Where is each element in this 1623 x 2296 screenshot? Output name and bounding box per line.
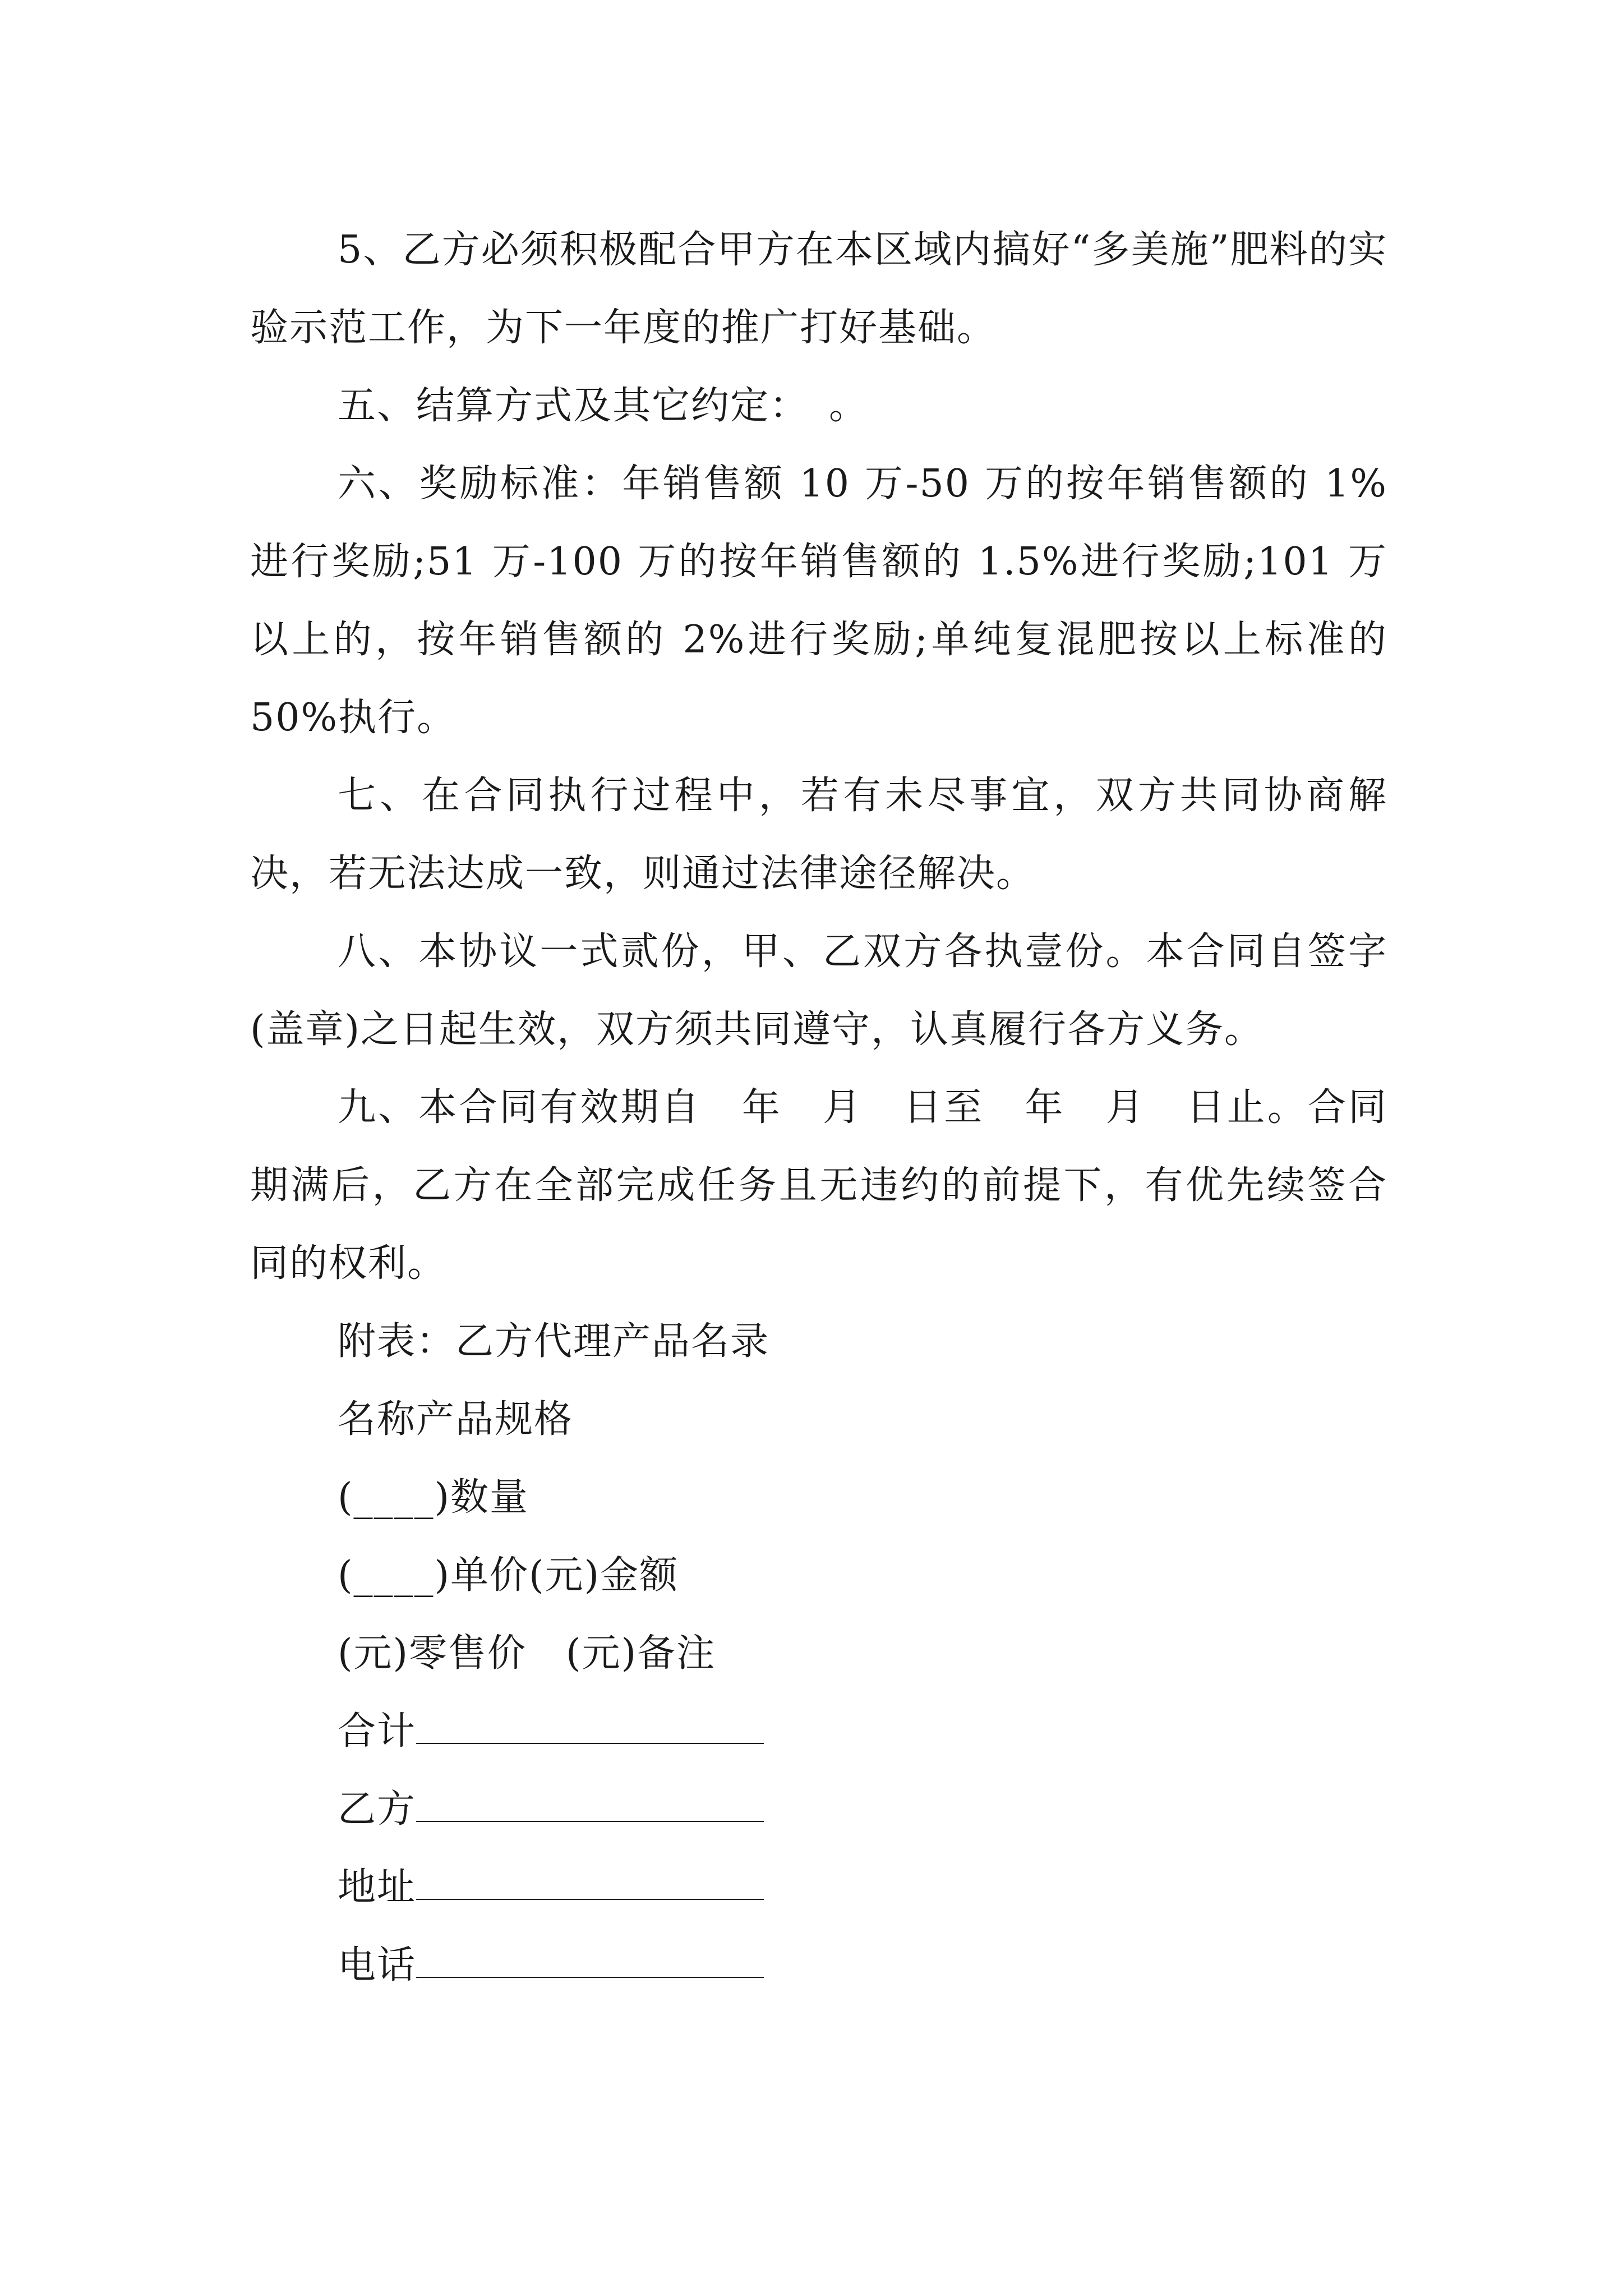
appendix-row-name-spec: 名称产品规格	[338, 1397, 574, 1442]
clause-settlement-paragraph: 五、结算方式及其它约定： 。	[338, 384, 869, 428]
total-field	[250, 1692, 1387, 1770]
clause-reward-paragraph: 六、奖励标准：年销售额 10 万-50 万的按年销售额的 1%进行奖励;51 万-100 万的按年销售额的 1.5%进行奖励;101 万以上的，按年销售额的 2%进行奖励;单纯复混肥按以上标准的 50%执行。	[250, 462, 1401, 740]
clause-unresolved-matters-paragraph: 七、在合同执行过程中，若有未尽事宜，双方共同协商解决，若无法达成一致，则通过法律途径解决。	[250, 774, 1387, 896]
party-b-blank-line[interactable]	[416, 1791, 764, 1822]
total-label: 合计	[338, 1709, 417, 1754]
phone-label: 电话	[338, 1943, 417, 1987]
clause-5-paragraph: 5、乙方必须积极配合甲方在本区域内搞好“多美施”肥料的实验示范工作，为下一年度的推广打好基础。	[250, 228, 1387, 350]
appendix-row-retail-remarks: (元)零售价 (元)备注	[338, 1631, 716, 1676]
phone-field	[250, 1926, 1387, 2004]
address-label: 地址	[338, 1865, 417, 1910]
address-field	[250, 1848, 1387, 1926]
party-b-field	[250, 1770, 1387, 1848]
document-body	[250, 211, 1401, 2004]
phone-blank-line[interactable]	[416, 1947, 764, 1978]
appendix-row-price-amount: (____)单价(元)金额	[338, 1553, 679, 1598]
appendix-row-quantity: (____)数量	[338, 1475, 529, 1520]
party-b-label: 乙方	[338, 1787, 417, 1832]
total-blank-line[interactable]	[416, 1713, 764, 1744]
address-blank-line[interactable]	[416, 1869, 764, 1900]
clause-validity-paragraph: 九、本合同有效期自 年 月 日至 年 月 日止。合同期满后，乙方在全部完成任务且无违约的前提下，有优先续签合同的权利。	[250, 1085, 1387, 1286]
clause-copies-paragraph: 八、本协议一式贰份，甲、乙双方各执壹份。本合同自签字(盖章)之日起生效，双方须共同遵守，认真履行各方义务。	[250, 930, 1387, 1052]
appendix-title: 附表：乙方代理产品名录	[338, 1319, 770, 1364]
